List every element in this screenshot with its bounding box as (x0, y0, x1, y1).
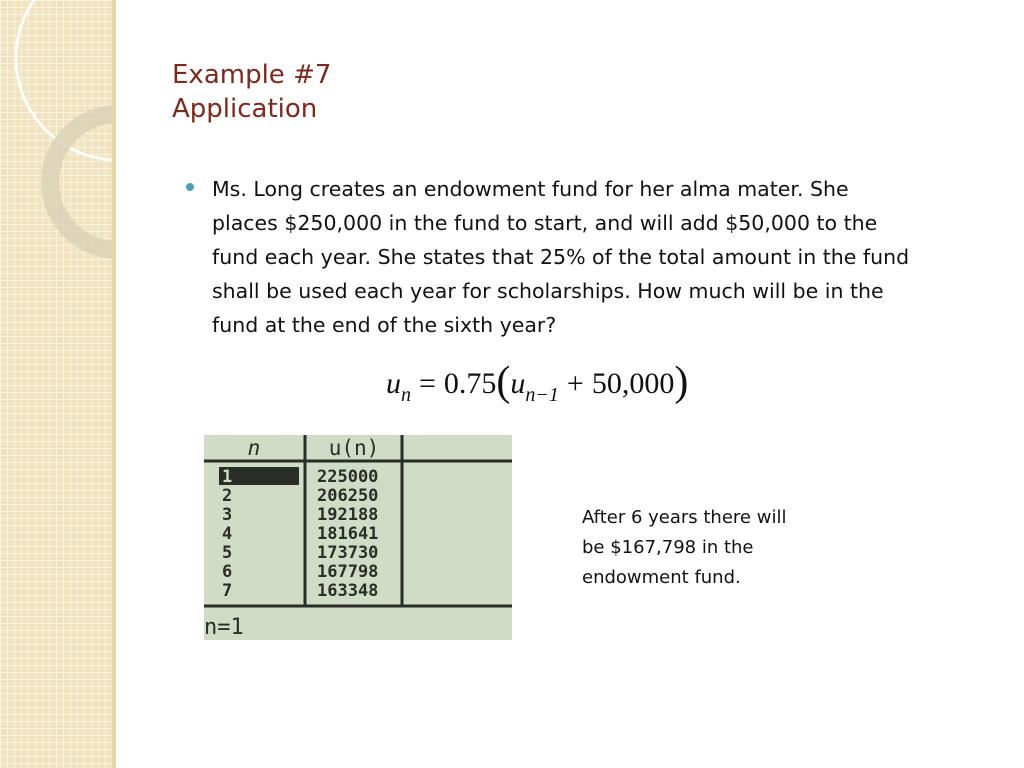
answer-line: endowment fund. (582, 567, 741, 588)
formula-open-paren: ( (496, 359, 511, 405)
calculator-cell-n: 4 (222, 524, 233, 544)
problem-line: fund each year. She states that 25% of the total amount in the fund (212, 245, 910, 269)
problem-paragraph (212, 172, 992, 342)
calculator-status-line: n=1 (204, 615, 244, 640)
title-line: Example #7 (172, 60, 332, 90)
calculator-cell-u: 225000 (317, 467, 379, 487)
calculator-cell-n: 6 (222, 562, 233, 582)
decorative-circles (0, 0, 112, 768)
sidebar-edge (112, 0, 116, 768)
formula-equals: = (419, 367, 436, 400)
problem-line: shall be used each year for scholarships. How much will be in the (212, 279, 884, 303)
formula-inner-sub: n−1 (525, 384, 559, 406)
bullet-icon (186, 183, 194, 191)
problem-line: fund at the end of the sixth year? (212, 313, 557, 337)
decorative-ring-middle (50, 114, 112, 250)
calculator-cell-u: 192188 (317, 505, 379, 525)
calculator-cell-n: 7 (222, 581, 233, 601)
calculator-header-u: u(n) (328, 436, 380, 460)
recursive-formula (386, 356, 688, 404)
calculator-cell-n: 2 (222, 486, 233, 506)
formula-lhs-sub: n (401, 384, 411, 406)
calculator-cell-n: 1 (222, 467, 233, 487)
formula-lhs-var: u (386, 367, 401, 400)
answer-line: After 6 years there will (582, 507, 787, 528)
problem-line: Ms. Long creates an endowment fund for her alma mater. She (212, 177, 849, 201)
subtitle-line: Application (172, 94, 318, 124)
calculator-cell-u: 163348 (317, 581, 379, 601)
calculator-cell-n: 5 (222, 543, 233, 563)
calculator-cell-u: 206250 (317, 486, 379, 506)
calculator-table-screen (204, 435, 512, 640)
formula-constant: 50,000 (591, 367, 675, 400)
calculator-cell-n: 3 (222, 505, 233, 525)
problem-line: places $250,000 in the fund to start, and will add $50,000 to the (212, 211, 878, 235)
answer-line: be $167,798 in the (582, 537, 754, 558)
calculator-header-n: n (247, 436, 261, 460)
decorative-sidebar (0, 0, 112, 768)
formula-coefficient: 0.75 (443, 367, 497, 400)
slide-title (172, 58, 331, 126)
formula-plus: + (566, 367, 584, 400)
calculator-cell-u: 167798 (317, 562, 379, 582)
formula-inner-var: u (510, 367, 526, 400)
answer-text (582, 503, 842, 593)
calculator-cell-u: 173730 (317, 543, 379, 563)
calculator-cell-u: 181641 (317, 524, 379, 544)
formula-close-paren: ) (674, 359, 689, 405)
